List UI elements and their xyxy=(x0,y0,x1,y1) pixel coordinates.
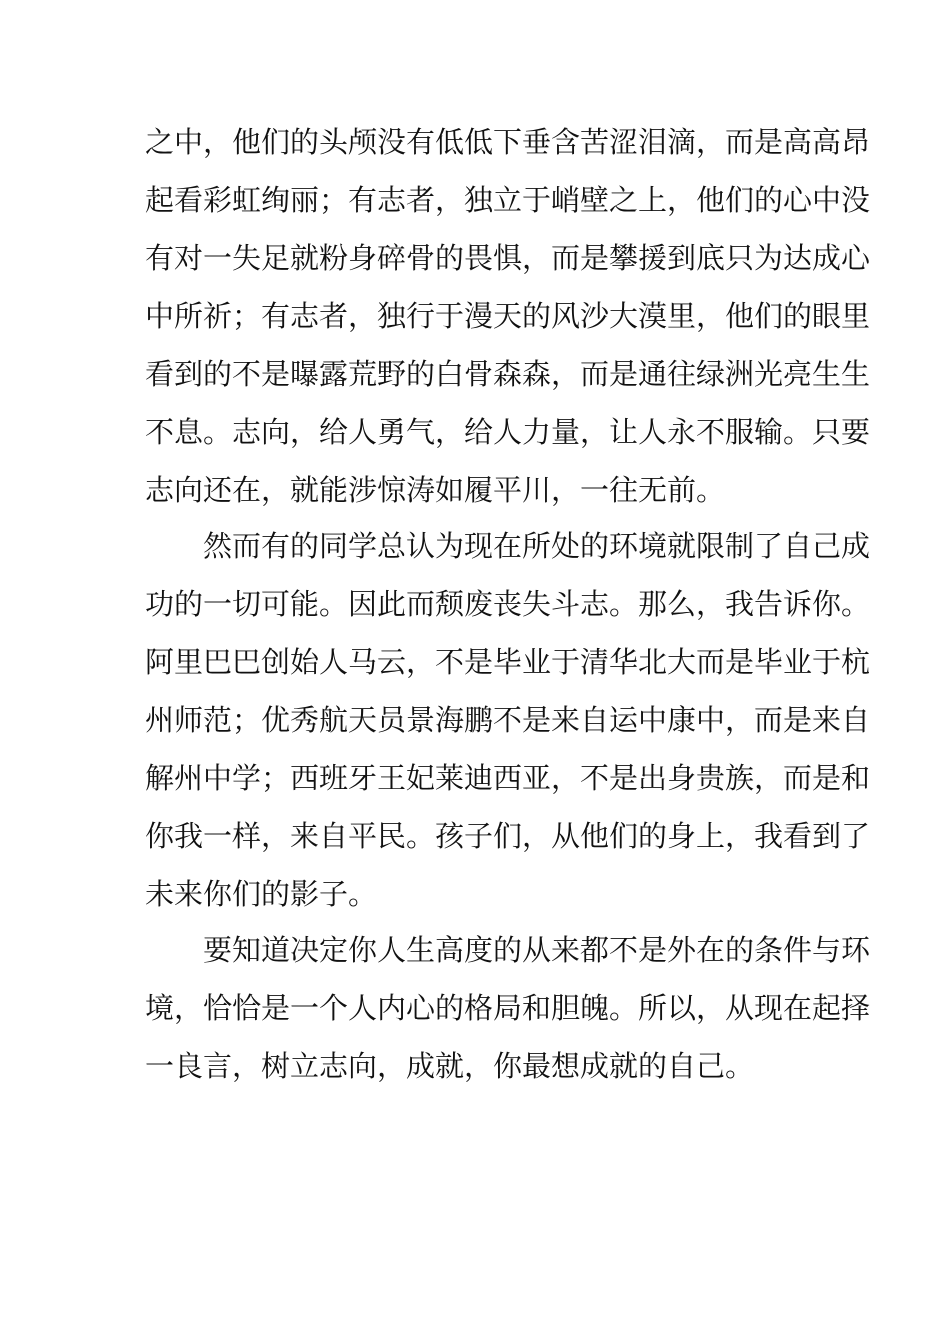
text-line: 起看彩虹绚丽；有志者，独立于峭壁之上，他们的心中没 xyxy=(145,183,871,217)
paragraph-3 xyxy=(145,921,871,1095)
text-line: 然而有的同学总认为现在所处的环境就限制了自己成 xyxy=(203,529,871,563)
text-line: 阿里巴巴创始人马云，不是毕业于清华北大而是毕业于杭 xyxy=(145,645,871,679)
text-line: 功的一切可能。因此而颓废丧失斗志。那么，我告诉你。 xyxy=(145,587,871,621)
text-line: 要知道决定你人生高度的从来都不是外在的条件与环 xyxy=(203,933,871,967)
paragraph-2 xyxy=(145,517,871,923)
text-line: 州师范；优秀航天员景海鹏不是来自运中康中，而是来自 xyxy=(145,703,871,737)
text-line: 解州中学；西班牙王妃莱迪西亚，不是出身贵族，而是和 xyxy=(145,761,871,795)
text-line: 志向还在，就能涉惊涛如履平川，一往无前。 xyxy=(145,473,726,507)
text-line: 看到的不是曝露荒野的白骨森森，而是通往绿洲光亮生生 xyxy=(145,357,871,391)
text-line: 一良言，树立志向，成就，你最想成就的自己。 xyxy=(145,1049,755,1083)
text-line: 有对一失足就粉身碎骨的畏惧，而是攀援到底只为达成心 xyxy=(145,241,871,275)
paragraph-1 xyxy=(145,113,871,519)
text-line: 之中，他们的头颅没有低低下垂含苦涩泪滴，而是高高昂 xyxy=(145,125,871,159)
text-line: 未来你们的影子。 xyxy=(145,877,378,911)
text-line: 不息。志向，给人勇气，给人力量，让人永不服输。只要 xyxy=(145,415,871,449)
text-line: 你我一样，来自平民。孩子们，从他们的身上，我看到了 xyxy=(145,819,871,853)
text-line: 中所祈；有志者，独行于漫天的风沙大漠里，他们的眼里 xyxy=(145,299,871,333)
text-line: 境，恰恰是一个人内心的格局和胆魄。所以，从现在起择 xyxy=(145,991,871,1025)
